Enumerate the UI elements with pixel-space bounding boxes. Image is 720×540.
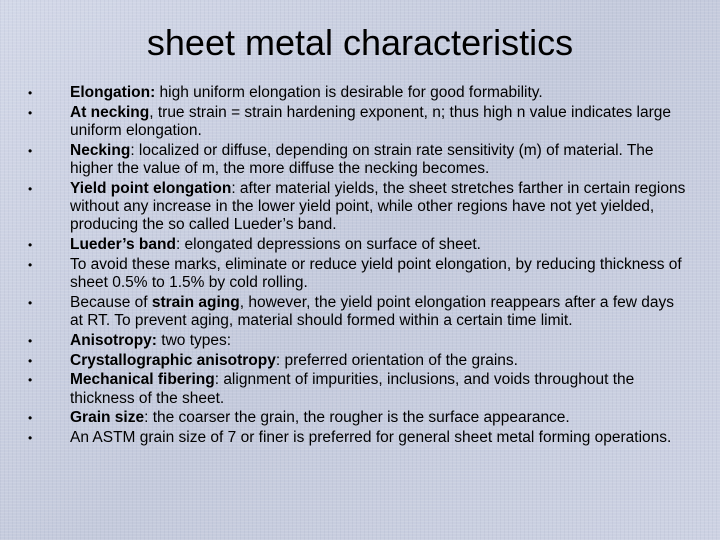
- bullet-term: Necking: [70, 141, 131, 159]
- bullet-term: Lueder’s band: [70, 236, 176, 253]
- bullet-lueders-band: [22, 236, 690, 254]
- bullet-crystallographic-anisotropy: [22, 352, 690, 370]
- bullet-text: An ASTM grain size of 7 or finer is preferred for general sheet metal forming operations.: [70, 429, 672, 447]
- bullet-term: Mechanical fibering: [70, 371, 215, 389]
- bullet-dot-icon: •: [28, 333, 33, 348]
- bullet-text: : preferred orientation of the grains.: [275, 351, 518, 369]
- bullet-term: Anisotropy:: [70, 331, 157, 349]
- bullet-text: high uniform elongation is desirable for good formability.: [155, 84, 543, 101]
- bullet-dot-icon: •: [28, 353, 33, 368]
- bullet-dot-icon: •: [28, 105, 33, 120]
- bullet-astm-grain-size: [22, 429, 690, 447]
- bullet-text: : after material yields, the sheet stretches farther in certain regions without any increase in the lower yield point, while other regions have not yet yielded, producing the so called Lueder’s band.: [70, 179, 686, 234]
- bullet-list: [22, 84, 690, 449]
- bullet-avoid-marks: [22, 256, 690, 292]
- bullet-text: : localized or diffuse, depending on strain rate sensitivity (m) of material. The higher the value of m, the more diffuse the necking becomes.: [70, 141, 654, 177]
- bullet-text: : alignment of impurities, inclusions, and voids throughout the thickness of the sheet.: [70, 371, 635, 407]
- bullet-dot-icon: •: [28, 181, 33, 196]
- bullet-dot-icon: •: [28, 257, 33, 272]
- bullet-term: strain aging: [151, 293, 240, 311]
- bullet-anisotropy: [22, 332, 690, 350]
- bullet-term: Grain size: [70, 409, 145, 427]
- bullet-dot-icon: •: [28, 373, 33, 388]
- bullet-text: : elongated depressions on surface of sheet.: [175, 236, 481, 253]
- bullet-text: : the coarser the grain, the rougher is the surface appearance.: [144, 409, 570, 427]
- bullet-term: Yield point elongation: [70, 179, 232, 197]
- bullet-elongation: [22, 84, 690, 102]
- bullet-grain-size: [22, 409, 690, 427]
- bullet-strain-aging: [22, 294, 690, 330]
- bullet-text: Because of: [70, 293, 152, 311]
- bullet-dot-icon: •: [28, 143, 33, 158]
- bullet-dot-icon: •: [28, 431, 33, 446]
- bullet-dot-icon: •: [28, 238, 33, 252]
- bullet-dot-icon: •: [28, 295, 33, 310]
- bullet-term: Crystallographic anisotropy: [70, 351, 276, 369]
- bullet-text: To avoid these marks, eliminate or reduce yield point elongation, by reducing thickness of sheet 0.5% to 1.5% by cold rolling.: [70, 255, 682, 291]
- bullet-yield-point-elongation: [22, 180, 690, 235]
- bullet-at-necking: [22, 104, 690, 140]
- bullet-text: , however, the yield point elongation reappears after a few days at RT. To prevent aging, material should formed within a certain time limit.: [70, 293, 674, 329]
- bullet-text: two types:: [156, 331, 232, 349]
- bullet-necking: [22, 142, 690, 178]
- bullet-mechanical-fibering: [22, 371, 690, 407]
- bullet-term: At necking: [70, 103, 150, 121]
- bullet-dot-icon: •: [28, 411, 33, 426]
- bullet-term: Elongation:: [70, 84, 156, 101]
- bullet-text: , true strain = strain hardening exponent, n; thus high n value indicates large uniform elongation.: [70, 103, 671, 139]
- slide-title: sheet metal characteristics: [146, 22, 574, 63]
- bullet-dot-icon: •: [28, 86, 33, 100]
